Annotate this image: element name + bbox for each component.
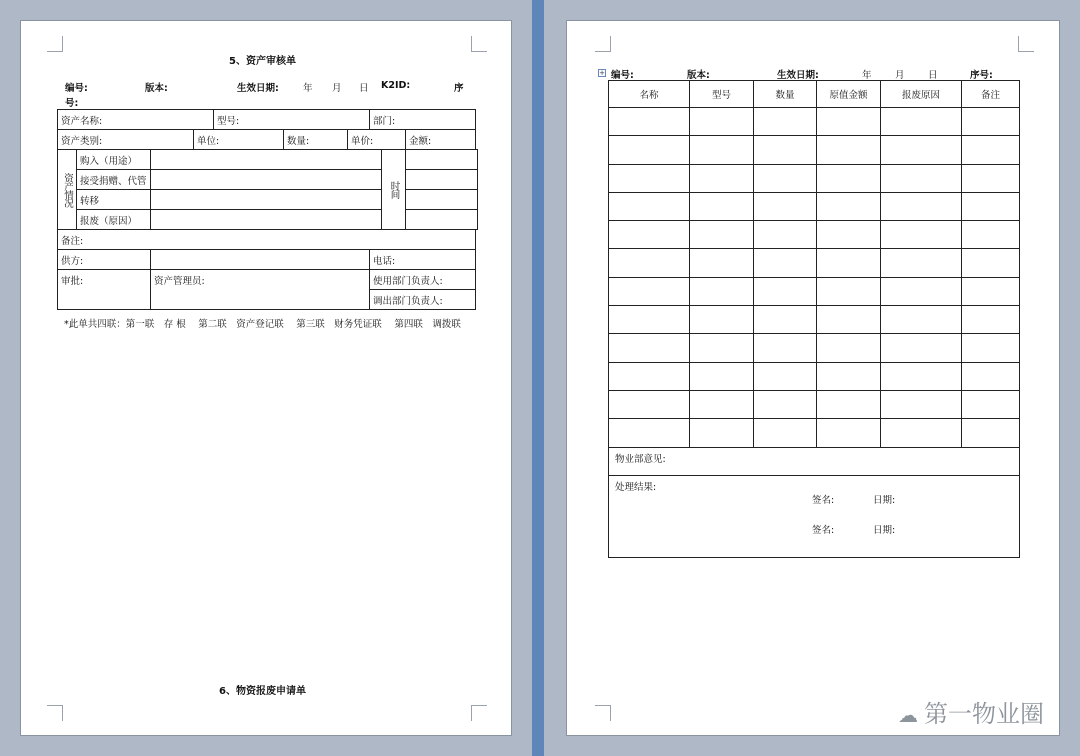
table-cell[interactable] (881, 108, 962, 136)
page-2 (566, 20, 1060, 736)
table-cell[interactable] (881, 221, 962, 249)
table-cell[interactable] (962, 192, 1020, 220)
table-row (609, 221, 1020, 249)
table-cell[interactable] (881, 306, 962, 334)
table-cell[interactable] (817, 306, 881, 334)
table-cell[interactable] (609, 192, 690, 220)
approval-field[interactable]: 审批: (58, 270, 151, 310)
property-dept-opinion-label: 物业部意见: (615, 453, 666, 465)
column-header: 数量 (754, 81, 817, 108)
unit-field[interactable]: 单位: (194, 130, 284, 150)
watermark (898, 694, 1044, 729)
header-day: 日 (359, 83, 369, 94)
table-cell[interactable] (754, 362, 817, 390)
time-input[interactable] (406, 170, 478, 190)
table-cell[interactable] (609, 249, 690, 277)
table-cell[interactable] (817, 192, 881, 220)
table-cell[interactable] (754, 108, 817, 136)
column-header: 原值金额 (817, 81, 881, 108)
page-1 (20, 20, 512, 736)
table-cell[interactable] (962, 108, 1020, 136)
table-cell[interactable] (609, 221, 690, 249)
table-cell[interactable] (962, 390, 1020, 418)
table-row (609, 334, 1020, 362)
time-input[interactable] (406, 190, 478, 210)
header-year: 年 (862, 70, 872, 81)
table-cell[interactable] (962, 249, 1020, 277)
page-gap-divider (532, 0, 544, 756)
table-cell[interactable] (690, 390, 754, 418)
margin-corner-mark (595, 36, 611, 52)
table-cell[interactable] (817, 362, 881, 390)
phone-field[interactable]: 电话: (370, 250, 476, 270)
header-effective-date-label: 生效日期: (237, 83, 279, 94)
table-cell[interactable] (690, 108, 754, 136)
table-cell[interactable] (609, 306, 690, 334)
unit-price-field[interactable]: 单价: (348, 130, 406, 150)
signature-label: 签名: (812, 524, 835, 536)
table-cell[interactable] (690, 192, 754, 220)
table-cell[interactable] (690, 334, 754, 362)
donation-label: 接受捐赠、代管 (77, 170, 151, 190)
table-cell[interactable] (881, 334, 962, 362)
table-cell[interactable] (817, 249, 881, 277)
quantity-field[interactable]: 数量: (284, 130, 348, 150)
table-cell[interactable] (754, 419, 817, 447)
table-cell[interactable] (817, 164, 881, 192)
table-cell[interactable] (609, 164, 690, 192)
table-cell[interactable] (962, 419, 1020, 447)
table-cell[interactable] (609, 390, 690, 418)
table-cell[interactable] (962, 136, 1020, 164)
table-row (609, 277, 1020, 305)
date-label: 日期: (873, 524, 896, 536)
watermark-text: 第一物业圈 (924, 700, 1044, 728)
table-cell[interactable] (754, 306, 817, 334)
table-cell[interactable] (609, 277, 690, 305)
asset-admin-field[interactable]: 资产管理员: (151, 270, 370, 310)
header-effective-date-label: 生效日期: (777, 70, 819, 81)
table-cell[interactable] (609, 419, 690, 447)
table-cell[interactable] (962, 221, 1020, 249)
table-cell[interactable] (609, 136, 690, 164)
handling-result-label: 处理结果: (615, 481, 657, 493)
table-cell[interactable] (609, 108, 690, 136)
table-cell[interactable] (881, 362, 962, 390)
wechat-icon: ☁ (898, 703, 918, 727)
table-cell[interactable] (881, 192, 962, 220)
header-version-label: 版本: (687, 70, 710, 81)
header-seq-label: 序号: (970, 70, 993, 81)
table-cell[interactable] (881, 136, 962, 164)
header-number-label: 编号: (65, 83, 88, 94)
outgoing-dept-head-field[interactable]: 调出部门负责人: (370, 290, 476, 310)
purchase-input[interactable] (151, 150, 382, 170)
table-cell[interactable] (754, 334, 817, 362)
column-header: 名称 (609, 81, 690, 108)
table-cell[interactable] (817, 136, 881, 164)
handling-result-field[interactable] (609, 475, 1020, 557)
column-header: 报废原因 (881, 81, 962, 108)
header-number-label: 编号: (611, 70, 634, 81)
table-cell[interactable] (690, 277, 754, 305)
table-row (609, 362, 1020, 390)
table-row (609, 164, 1020, 192)
next-form-title: 6、物资报废申请单 (219, 686, 306, 697)
table-cell[interactable] (754, 390, 817, 418)
margin-corner-mark (47, 36, 63, 52)
table-cell[interactable] (754, 277, 817, 305)
table-cell[interactable] (962, 362, 1020, 390)
table-row (609, 306, 1020, 334)
margin-corner-mark (47, 705, 63, 721)
signature-label: 签名: (812, 494, 835, 506)
time-input[interactable] (406, 210, 478, 230)
table-cell[interactable] (962, 306, 1020, 334)
time-label: 时间 (382, 150, 406, 230)
donation-input[interactable] (151, 170, 382, 190)
table-cell[interactable] (754, 136, 817, 164)
margin-corner-mark (1018, 36, 1034, 52)
table-cell[interactable] (881, 390, 962, 418)
table-cell[interactable] (609, 362, 690, 390)
table-cell[interactable] (690, 306, 754, 334)
table-cell[interactable] (962, 334, 1020, 362)
header-seq-label: 序 (454, 83, 464, 94)
table-row (609, 192, 1020, 220)
using-dept-head-field[interactable]: 使用部门负责人: (370, 270, 476, 290)
table-cell[interactable] (609, 334, 690, 362)
scrap-request-table (608, 80, 1020, 558)
table-cell[interactable] (962, 164, 1020, 192)
table-row (609, 136, 1020, 164)
header-version-label: 版本: (145, 83, 168, 94)
table-cell[interactable] (881, 164, 962, 192)
header-year: 年 (303, 83, 313, 94)
amount-field[interactable]: 金额: (406, 130, 476, 150)
column-header: 型号 (690, 81, 754, 108)
scrap-label: 报废（原因） (77, 210, 151, 230)
transfer-input[interactable] (151, 190, 382, 210)
table-cell[interactable] (817, 108, 881, 136)
table-cell[interactable] (754, 221, 817, 249)
table-cell[interactable] (817, 334, 881, 362)
asset-name-field[interactable]: 资产名称: (58, 110, 214, 130)
supplier-input[interactable] (151, 250, 370, 270)
table-cell[interactable] (881, 249, 962, 277)
table-cell[interactable] (881, 277, 962, 305)
table-row (609, 108, 1020, 136)
table-cell[interactable] (690, 164, 754, 192)
header-month: 月 (895, 70, 905, 81)
scrap-input[interactable] (151, 210, 382, 230)
header-day: 日 (928, 70, 938, 81)
table-cell[interactable] (817, 419, 881, 447)
table-cell[interactable] (754, 192, 817, 220)
header-month: 月 (332, 83, 342, 94)
supplier-label: 供方: (58, 250, 151, 270)
table-cell[interactable] (754, 249, 817, 277)
table-cell[interactable] (754, 164, 817, 192)
table-row (609, 419, 1020, 447)
table-cell[interactable] (690, 362, 754, 390)
table-cell[interactable] (817, 277, 881, 305)
form-title: 5、资产审核单 (229, 56, 296, 67)
header-seq-label-cont: 号: (65, 98, 79, 109)
table-cell[interactable] (817, 390, 881, 418)
table-cell[interactable] (690, 221, 754, 249)
remark-field[interactable]: 备注: (58, 230, 476, 250)
table-cell[interactable] (817, 221, 881, 249)
table-cell[interactable] (881, 419, 962, 447)
table-move-handle-icon[interactable]: + (599, 69, 605, 77)
margin-corner-mark (471, 36, 487, 52)
purchase-label: 购入（用途） (77, 150, 151, 170)
header-k2id-label: K2ID: (381, 80, 411, 91)
table-row (609, 249, 1020, 277)
asset-category-field[interactable]: 资产类别: (58, 130, 194, 150)
time-input[interactable] (406, 150, 478, 170)
transfer-label: 转移 (77, 190, 151, 210)
table-cell[interactable] (690, 136, 754, 164)
table-header-row (609, 81, 1020, 108)
department-field[interactable]: 部门: (370, 110, 476, 130)
table-cell[interactable] (690, 249, 754, 277)
asset-review-table (57, 109, 478, 310)
margin-corner-mark (595, 705, 611, 721)
table-cell[interactable] (962, 277, 1020, 305)
column-header: 备注 (962, 81, 1020, 108)
copies-footnote: *此单共四联：第一联 存 根 第二联 资产登记联 第三联 财务凭证联 第四联 调拨联 (64, 319, 461, 330)
date-label: 日期: (873, 494, 896, 506)
model-field[interactable]: 型号: (214, 110, 370, 130)
table-row (609, 390, 1020, 418)
margin-corner-mark (471, 705, 487, 721)
asset-status-label: 资产情况 (58, 150, 77, 230)
table-cell[interactable] (690, 419, 754, 447)
